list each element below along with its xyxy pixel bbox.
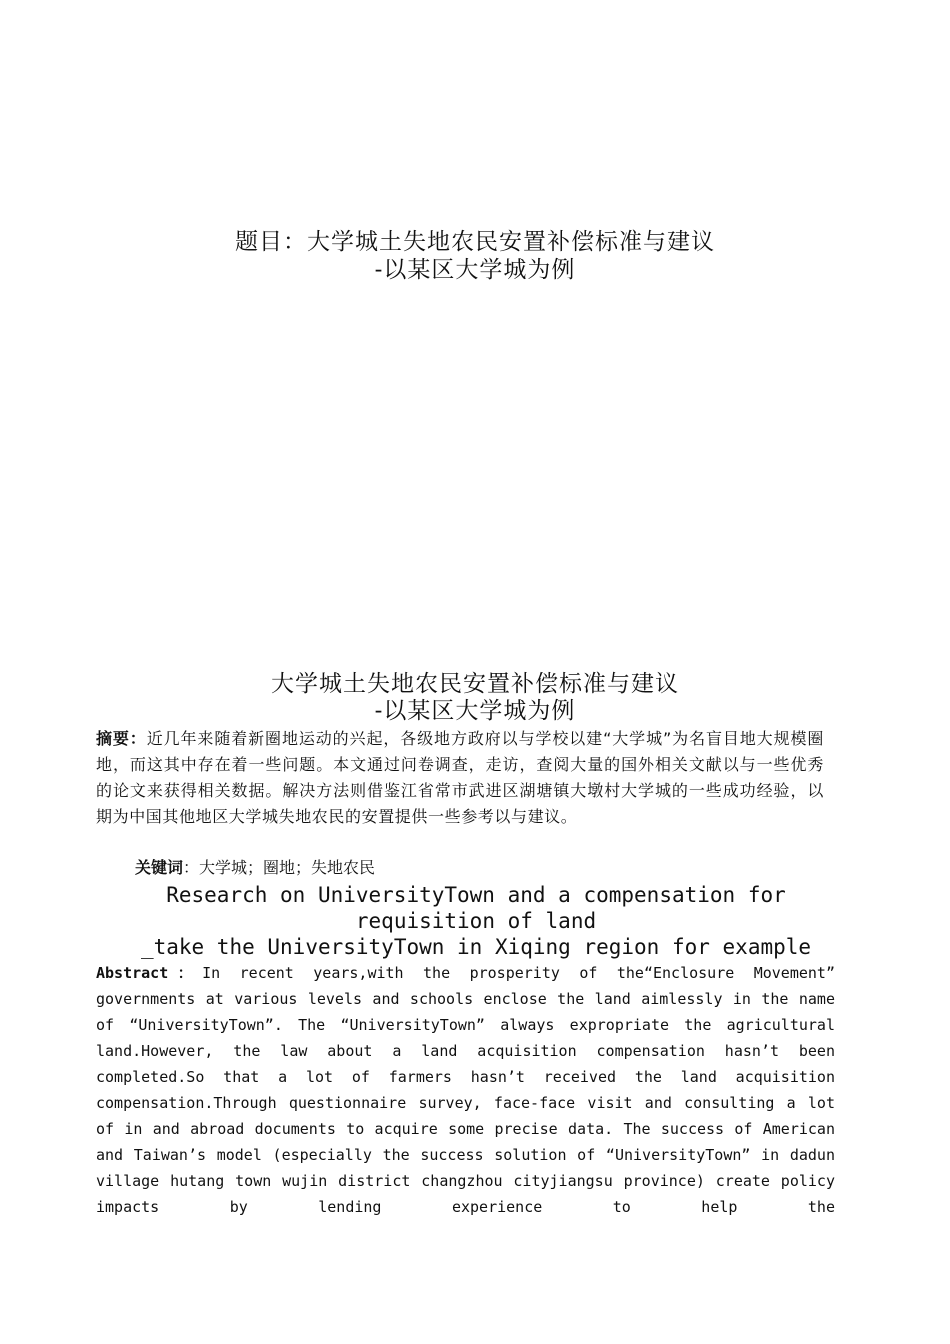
cover-title <box>0 228 950 284</box>
keywords-label: 关键词 <box>135 858 184 877</box>
english-title <box>96 882 856 960</box>
keywords-text: ：大学城；圈地；失地农民 <box>183 858 376 877</box>
english-title-line2: requisition of land <box>355 909 597 933</box>
abstract-text: 近几年来随着新圈地运动的兴起，各级地方政府以与学校以建“大学城”为名盲目地大规模圈地，而这其中存在着一些问题。本文通过问卷调查，走访，查阅大量的国外相关文献以与一些优秀的论文来获得相关数据。解决方法则借鉴江省常市武进区湖塘镇大墩村大学城的一些成功经验，以期为中国其他地区大学城失地农民的安置提供一些参考以与建议。 <box>96 729 824 826</box>
paper-heading-line2: -以某区大学城为例 <box>374 698 576 724</box>
cover-title-line2: -以某区大学城为例 <box>374 257 576 283</box>
cover-title-line1: 题目：大学城土失地农民安置补偿标准与建议 <box>235 229 715 255</box>
chinese-abstract <box>96 726 824 830</box>
paper-heading-line1: 大学城土失地农民安置补偿标准与建议 <box>271 671 679 697</box>
english-abstract-label: Abstract： <box>96 964 203 982</box>
english-abstract <box>96 960 835 1220</box>
english-abstract-text: In recent years,with the prosperity of the“Enclosure Movement” governments at various levels and schools enclose the land aimlessly in the name of “UniversityTown”. The “UniversityTown” always expropriate the agricultural land.However, the law about a land acquisition compensation hasn’t been completed.So that a lot of farmers hasn’t received the land acquisition compensation.Through questionnaire survey, face-face visit and consulting a lot of in and abroad documents to acquire some precise data. The success of American and Taiwan’s model (especially the success solution of “UniversityTown” in dadun village hutang town wujin district changzhou cityjiangsu province) create policy impacts by lending experience to help the <box>96 964 835 1216</box>
english-title-line3: _take the UniversityTown in Xiqing region for example <box>140 935 812 959</box>
english-title-line1: Research on UniversityTown and a compensation for <box>166 883 786 907</box>
keywords <box>135 856 835 880</box>
abstract-label: 摘要： <box>96 729 147 748</box>
paper-heading <box>0 671 950 725</box>
